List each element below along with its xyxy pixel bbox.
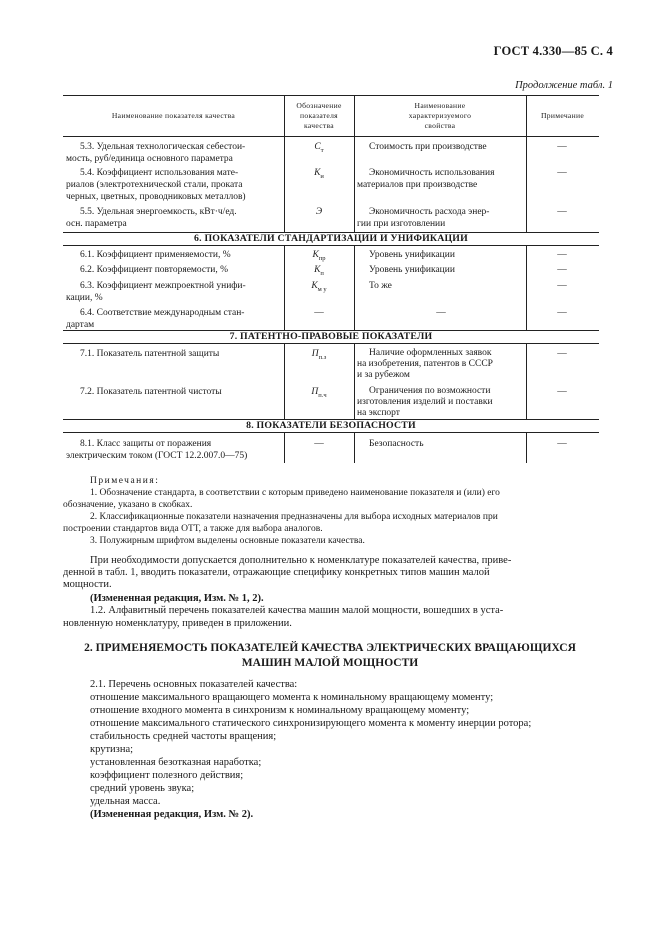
section-6-title: 6. ПОКАЗАТЕЛИ СТАНДАРТИЗАЦИИ И УНИФИКАЦИИ xyxy=(194,233,468,244)
row-7-1-property: Наличие оформленных заявок на изобретения, патентов в СССР и за рубежом xyxy=(357,348,493,380)
table-top-rule xyxy=(63,95,599,96)
row-8-1-symbol: — xyxy=(314,439,324,449)
notes-title: Примечания: xyxy=(90,476,160,486)
quality-indicators-table xyxy=(63,95,599,463)
paragraph-1-2-line-1: 1.2. Алфавитный перечень показателей качества машин малой мощности, вошедших в уста- xyxy=(90,605,504,616)
note-1-line-2: обозначение, указано в скобках. xyxy=(63,500,193,510)
section-2-title: 2. ПРИМЕНЯЕМОСТЬ ПОКАЗАТЕЛЕЙ КАЧЕСТВА ЭЛЕКТРИЧЕСКИХ ВРАЩАЮЩИХСЯ МАШИН МАЛОЙ МОЩНОСТИ xyxy=(84,642,576,669)
paragraph-1-2-line-2: новленную номенклатуру, приведен в приложении. xyxy=(63,618,292,629)
row-6-4-symbol: — xyxy=(314,308,324,318)
row-8-1-name: 8.1. Класс защиты от поражения электрическим током (ГОСТ 12.2.007.0—75) xyxy=(66,439,248,461)
row-6-1-note: — xyxy=(557,250,567,260)
paragraph-1-line-3: мощности. xyxy=(63,579,112,590)
row-7-2-property: Ограничения по возможности изготовления изделий и поставки на экспорт xyxy=(357,386,493,418)
paragraph-1-line-1: При необходимости допускается дополнительно к номенклатуре показателей качества, приве- xyxy=(90,555,512,566)
row-5-5-name: 5.5. Удельная энергоемкость, кВт·ч/ед. осн. параметра xyxy=(66,207,237,229)
list-item: удельная масса. xyxy=(90,796,161,807)
list-item: отношение входного момента в синхронизм к номинальному вращающему моменту; xyxy=(90,705,470,716)
row-6-2-symbol: $K_п$ xyxy=(314,265,324,277)
col-divider xyxy=(354,343,355,419)
row-5-3-note: — xyxy=(557,142,567,152)
row-8-1-property: Безопасность xyxy=(369,439,424,449)
header-name: Наименование показателя качества xyxy=(111,111,236,120)
list-item: установленная безотказная наработка; xyxy=(90,757,262,768)
list-item: стабильность средней частоты вращения; xyxy=(90,731,277,742)
header-property: Наименование характеризуемого свойства xyxy=(408,101,472,130)
row-6-4-property: — xyxy=(436,308,446,318)
row-5-5-symbol: Э xyxy=(315,207,323,217)
row-8-1-note: — xyxy=(557,439,567,449)
paragraph-2-1: 2.1. Перечень основных показателей качества: xyxy=(90,679,298,690)
row-6-4-name: 6.4. Соответствие международным стан- дартам xyxy=(66,308,245,330)
header-note: Примечание xyxy=(540,111,585,120)
row-5-4-symbol: $K_и$ xyxy=(314,168,324,180)
note-2-line-2: построении стандартов вида ОТТ, а также для выбора аналогов. xyxy=(63,524,323,534)
note-1-line-1: 1. Обозначение стандарта, в соответствии с которым приведено наименование показателя и (или) его xyxy=(90,488,500,498)
section-7-bottom-rule xyxy=(63,343,599,344)
list-item: отношение максимального вращающего момента к номинальному вращающему моменту; xyxy=(90,692,494,703)
header-bottom-rule xyxy=(63,136,599,137)
row-6-3-note: — xyxy=(557,281,567,291)
row-6-3-symbol: $K_{м у}$ xyxy=(311,281,327,293)
row-5-4-name: 5.4. Коэффициент использования мате- риалов (электротехнической стали, проката черных, цветных, проводниковых металлов) xyxy=(66,168,246,202)
list-item: средний уровень звука; xyxy=(90,783,195,794)
section-6-bottom-rule xyxy=(63,245,599,246)
note-3: 3. Полужирным шрифтом выделены основные показатели качества. xyxy=(90,536,365,546)
col-divider xyxy=(354,245,355,330)
paragraph-1-line-2: денной в табл. 1, вводить показатели, отражающие специфику конкретных типов машин малой xyxy=(63,567,490,578)
list-item: отношение максимального статического синхронизирующего момента к моменту инерции ротора; xyxy=(90,718,532,729)
revision-note-2: (Измененная редакция, Изм. № 2). xyxy=(90,809,254,820)
row-6-2-property: Уровень унификации xyxy=(369,265,455,275)
row-5-3-name: 5.3. Удельная технологическая себестои- мость, руб/единица основного параметра xyxy=(66,142,246,164)
col-divider xyxy=(354,432,355,463)
row-7-2-note: — xyxy=(557,387,567,397)
list-item: крутизна; xyxy=(90,744,134,755)
row-7-2-name: 7.2. Показатель патентной чистоты xyxy=(80,387,222,397)
revision-note-1: (Измененная редакция, Изм. № 1, 2). xyxy=(90,593,264,604)
row-6-2-name: 6.2. Коэффициент повторяемости, % xyxy=(80,265,229,275)
row-5-4-note: — xyxy=(557,168,567,178)
row-7-2-symbol: $П_{п.ч}$ xyxy=(311,387,327,399)
row-5-3-symbol: $C_т$ xyxy=(314,142,324,154)
row-5-5-property: Экономичность расхода энер- гии при изготовлении xyxy=(357,207,490,229)
section-7-title: 7. ПАТЕНТНО-ПРАВОВЫЕ ПОКАЗАТЕЛИ xyxy=(229,331,433,342)
row-7-1-name: 7.1. Показатель патентной защиты xyxy=(80,349,220,359)
row-5-5-note: — xyxy=(557,207,567,217)
row-5-4-property: Экономичность использования материалов при производстве xyxy=(357,168,495,190)
row-6-3-property: То же xyxy=(369,281,392,291)
row-6-1-name: 6.1. Коэффициент применяемости, % xyxy=(80,250,231,260)
row-6-2-note: — xyxy=(557,265,567,275)
note-2-line-1: 2. Классификационные показатели назначения предназначены для выбора исходных материалов при xyxy=(90,512,498,522)
list-item: коэффициент полезного действия; xyxy=(90,770,244,781)
row-7-1-symbol: $П_{п.з}$ xyxy=(311,349,327,361)
row-7-1-note: — xyxy=(557,349,567,359)
row-5-3-property: Стоимость при производстве xyxy=(369,142,487,152)
row-6-4-note: — xyxy=(557,308,567,318)
section-8-bottom-rule xyxy=(63,432,599,433)
row-6-1-symbol: $K_{пр}$ xyxy=(312,250,326,262)
section-8-title: 8. ПОКАЗАТЕЛИ БЕЗОПАСНОСТИ xyxy=(246,420,416,431)
header-symbol: Обозначение показателя качества xyxy=(296,101,342,130)
row-6-1-property: Уровень унификации xyxy=(369,250,455,260)
row-6-3-name: 6.3. Коэффициент межпроектной унифи- кации, % xyxy=(66,281,246,303)
table-continuation-label: Продолжение табл. 1 xyxy=(515,80,613,91)
page-header: ГОСТ 4.330—85 С. 4 xyxy=(493,44,613,58)
